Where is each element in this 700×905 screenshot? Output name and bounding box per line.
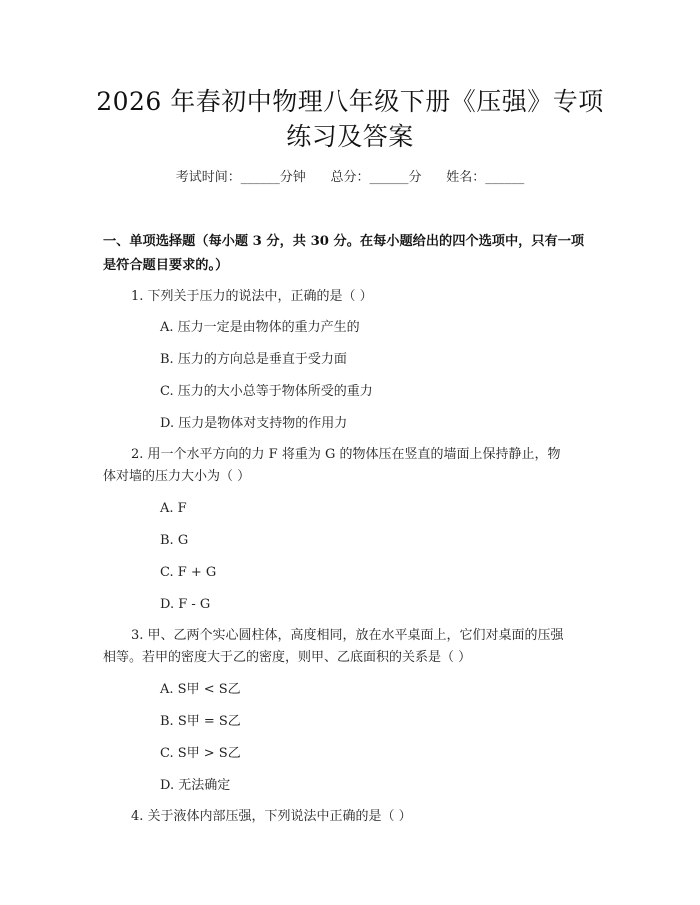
document-title-line-1: 2026 年春初中物理八年级下册《压强》专项 xyxy=(96,87,604,116)
question-4-stem: 4. 关于液体内部压强，下列说法中正确的是（ ） xyxy=(131,809,412,824)
question-2-stem-line-2: 体对墙的压力大小为（ ） xyxy=(103,469,251,484)
question-1-option-b: B. 压力的方向总是垂直于受力面 xyxy=(160,352,347,367)
question-1-option-d: D. 压力是物体对支持物的作用力 xyxy=(160,416,348,431)
question-3-option-a: A. S甲 < S乙 xyxy=(160,682,241,697)
question-1-option-c: C. 压力的大小总等于物体所受的重力 xyxy=(160,384,373,399)
question-3-option-b: B. S甲 = S乙 xyxy=(160,714,241,729)
question-3-option-d: D. 无法确定 xyxy=(160,778,231,793)
question-2-option-b: B. G xyxy=(160,533,189,548)
exam-meta-info: 考试时间：______分钟 总分：______分 姓名：______ xyxy=(175,170,525,185)
question-3-stem-line-1: 3. 甲、乙两个实心圆柱体，高度相同，放在水平桌面上，它们对桌面的压强 xyxy=(131,628,564,643)
question-2-option-c: C. F + G xyxy=(160,565,217,580)
section-heading-line-2: 是符合题目要求的。） xyxy=(103,258,229,273)
question-3-option-c: C. S甲 > S乙 xyxy=(160,746,241,761)
document-title-line-2: 练习及答案 xyxy=(286,122,414,151)
question-2-option-d: D. F - G xyxy=(160,597,211,612)
question-2-option-a: A. F xyxy=(160,501,187,516)
section-heading-line-1: 一、单项选择题（每小题 3 分，共 30 分。在每小题给出的四个选项中，只有一项 xyxy=(103,234,585,249)
question-3-stem-line-2: 相等。若甲的密度大于乙的密度，则甲、乙底面积的关系是（ ） xyxy=(103,650,472,665)
question-2-stem-line-1: 2. 用一个水平方向的力 F 将重为 G 的物体压在竖直的墙面上保持静止，物 xyxy=(131,447,561,462)
question-1-option-a: A. 压力一定是由物体的重力产生的 xyxy=(160,320,360,335)
question-1-stem: 1. 下列关于压力的说法中，正确的是（ ） xyxy=(131,289,373,304)
